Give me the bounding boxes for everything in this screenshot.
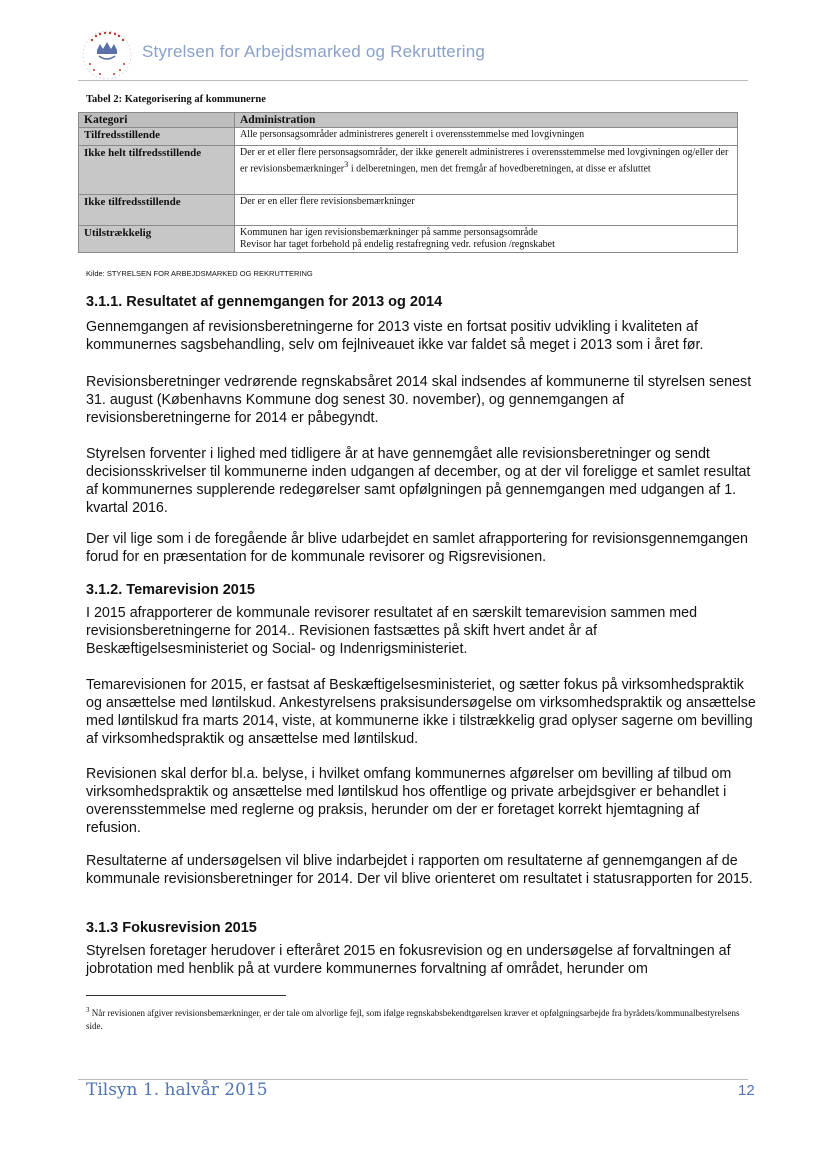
table-caption: Tabel 2: Kategorisering af kommunerne: [86, 94, 266, 105]
footnote-text: Når revisionen afgiver revisionsbemærkninger, er der tale om alvorlige fejl, som ifølge regnskabsbekendtgørelsen kræver et opfølgningsarbejde fra byrådets/kommunalbestyrelsens side.: [86, 1008, 740, 1031]
table-header-row: [79, 113, 738, 128]
paragraph: Revisionsberetninger vedrørende regnskabsåret 2014 skal indsendes af kommunerne til styrelsen senest 31. august (Københavns Kommune dog senest 30. november), og gennemgangen af revisionsberetningerne for 2014 er påbegyndt.: [86, 374, 752, 426]
table-row: [79, 195, 738, 226]
administration-cell: [235, 226, 738, 253]
administration-text-cont: i delberetningen, men det fremgår af hovedberetningen, at disse er afsluttet: [348, 163, 651, 175]
category-cell: Tilfredsstillende: [79, 128, 235, 146]
section-heading-3-1-3: 3.1.3 Fokusrevision 2015: [86, 920, 257, 936]
category-table: [78, 112, 738, 253]
paragraph: Resultaterne af undersøgelsen vil blive indarbejdet i rapporten om resultaterne af gennemgangen af de kommunale revisionsberetninger for 2014. Der vil blive orienteret om resultatet i statusrapporten for 2015.: [86, 853, 753, 887]
category-cell: Utilstrækkelig: [79, 226, 235, 253]
table-source: Kilde: STYRELSEN FOR ARBEJDSMARKED OG REKRUTTERING: [86, 269, 313, 278]
crown-seal-icon: [78, 26, 136, 84]
footer-title: Tilsyn 1. halvår 2015: [86, 1080, 268, 1100]
paragraph: Styrelsen forventer i lighed med tidligere år at have gennemgået alle revisionsberetninger og sendt decisionsskrivelser til kommunerne inden udgangen af december, og at der vil foreligge et samlet resultat af kommunernes supplerende redegørelser samt opfølgningen på gennemgangen med udgangen af 1. kvartal 2016.: [86, 446, 751, 516]
category-cell: Ikke helt tilfredsstillende: [79, 146, 235, 195]
paragraph: I 2015 afrapporterer de kommunale revisorer resultatet af en særskilt temarevision sammen med revisionsberetningerne for 2014.. Revisionen fastsættes på skift hvert andet år af Beskæftigelsesministeriet og Social- og Indenrigsministeriet.: [86, 605, 698, 657]
administration-line: Revisor har taget forbehold på endelig restafregning vedr. refusion /regnskabet: [240, 239, 555, 250]
administration-cell: Alle personsagsområder administreres generelt i overensstemmelse med lovgivningen: [235, 128, 738, 146]
paragraph: Revisionen skal derfor bl.a. belyse, i hvilket omfang kommunernes afgørelser om bevilling af tilbud om virksomhedspraktik og ansættelse med løntilskud hos offentlige og private arbejdsgiver er behandlet i overensstemmelse med reglerne og praksis, herunder om der er foretaget korrekt hjemtagning af refusion.: [86, 766, 732, 836]
page-header: [78, 26, 748, 80]
table-row: [79, 146, 738, 195]
administration-text: Der er et eller flere personsagsområder, der ikke generelt administreres i overensstemmelse med lovgivningen og/eller der er revisionsbemærkninger: [240, 147, 729, 175]
header-divider: [78, 80, 748, 81]
administration-line: Kommunen har igen revisionsbemærkninger på samme personsagsområde: [240, 227, 538, 238]
column-header-administration: Administration: [235, 113, 738, 128]
footnote: [86, 1004, 752, 1033]
agency-name: Styrelsen for Arbejdsmarked og Rekruttering: [142, 42, 486, 61]
table-row: [79, 226, 738, 253]
category-cell: Ikke tilfredsstillende: [79, 195, 235, 226]
paragraph: Styrelsen foretager herudover i efteråret 2015 en fokusrevision og en undersøgelse af forvaltningen af jobrotation med henblik på at vurdere kommunernes forvaltning af området, herunder om: [86, 943, 731, 977]
footnote-reference: 3: [344, 160, 349, 169]
table-row: [79, 128, 738, 146]
page-number: 12: [738, 1082, 755, 1099]
paragraph: Temarevisionen for 2015, er fastsat af Beskæftigelsesministeriet, og sætter fokus på virksomhedspraktik og ansættelse med løntilskud. Ankestyrelsens praksisundersøgelse om virksomhedspraktik og ansættelse med løntilskud fra marts 2014, viste, at kommunerne ikke i tilstrækkelig grad oplyser sagerne om bevilling af virksomhedspraktik og ansættelse med løntilskud.: [86, 677, 756, 747]
section-heading-3-1-2: 3.1.2. Temarevision 2015: [86, 582, 256, 598]
administration-cell: [235, 146, 738, 195]
paragraph: Gennemgangen af revisionsberetningerne for 2013 viste en fortsat positiv udvikling i kvaliteten af kommunernes sagsbehandling, selv om fejlniveauet ikke var faldet så meget i 2013 som i året før.: [86, 319, 704, 353]
column-header-category: Kategori: [79, 113, 235, 128]
footnote-divider: [86, 995, 286, 996]
footnote-marker: 3: [86, 1006, 90, 1014]
paragraph: Der vil lige som i de foregående år blive udarbejdet en samlet afrapportering for revisionsgennemgangen forud for en præsentation for de kommunale revisorer og Rigsrevisionen.: [86, 531, 749, 565]
administration-cell: Der er en eller flere revisionsbemærkninger: [235, 195, 738, 226]
section-heading-3-1-1: 3.1.1. Resultatet af gennemgangen for 2013 og 2014: [86, 294, 443, 310]
